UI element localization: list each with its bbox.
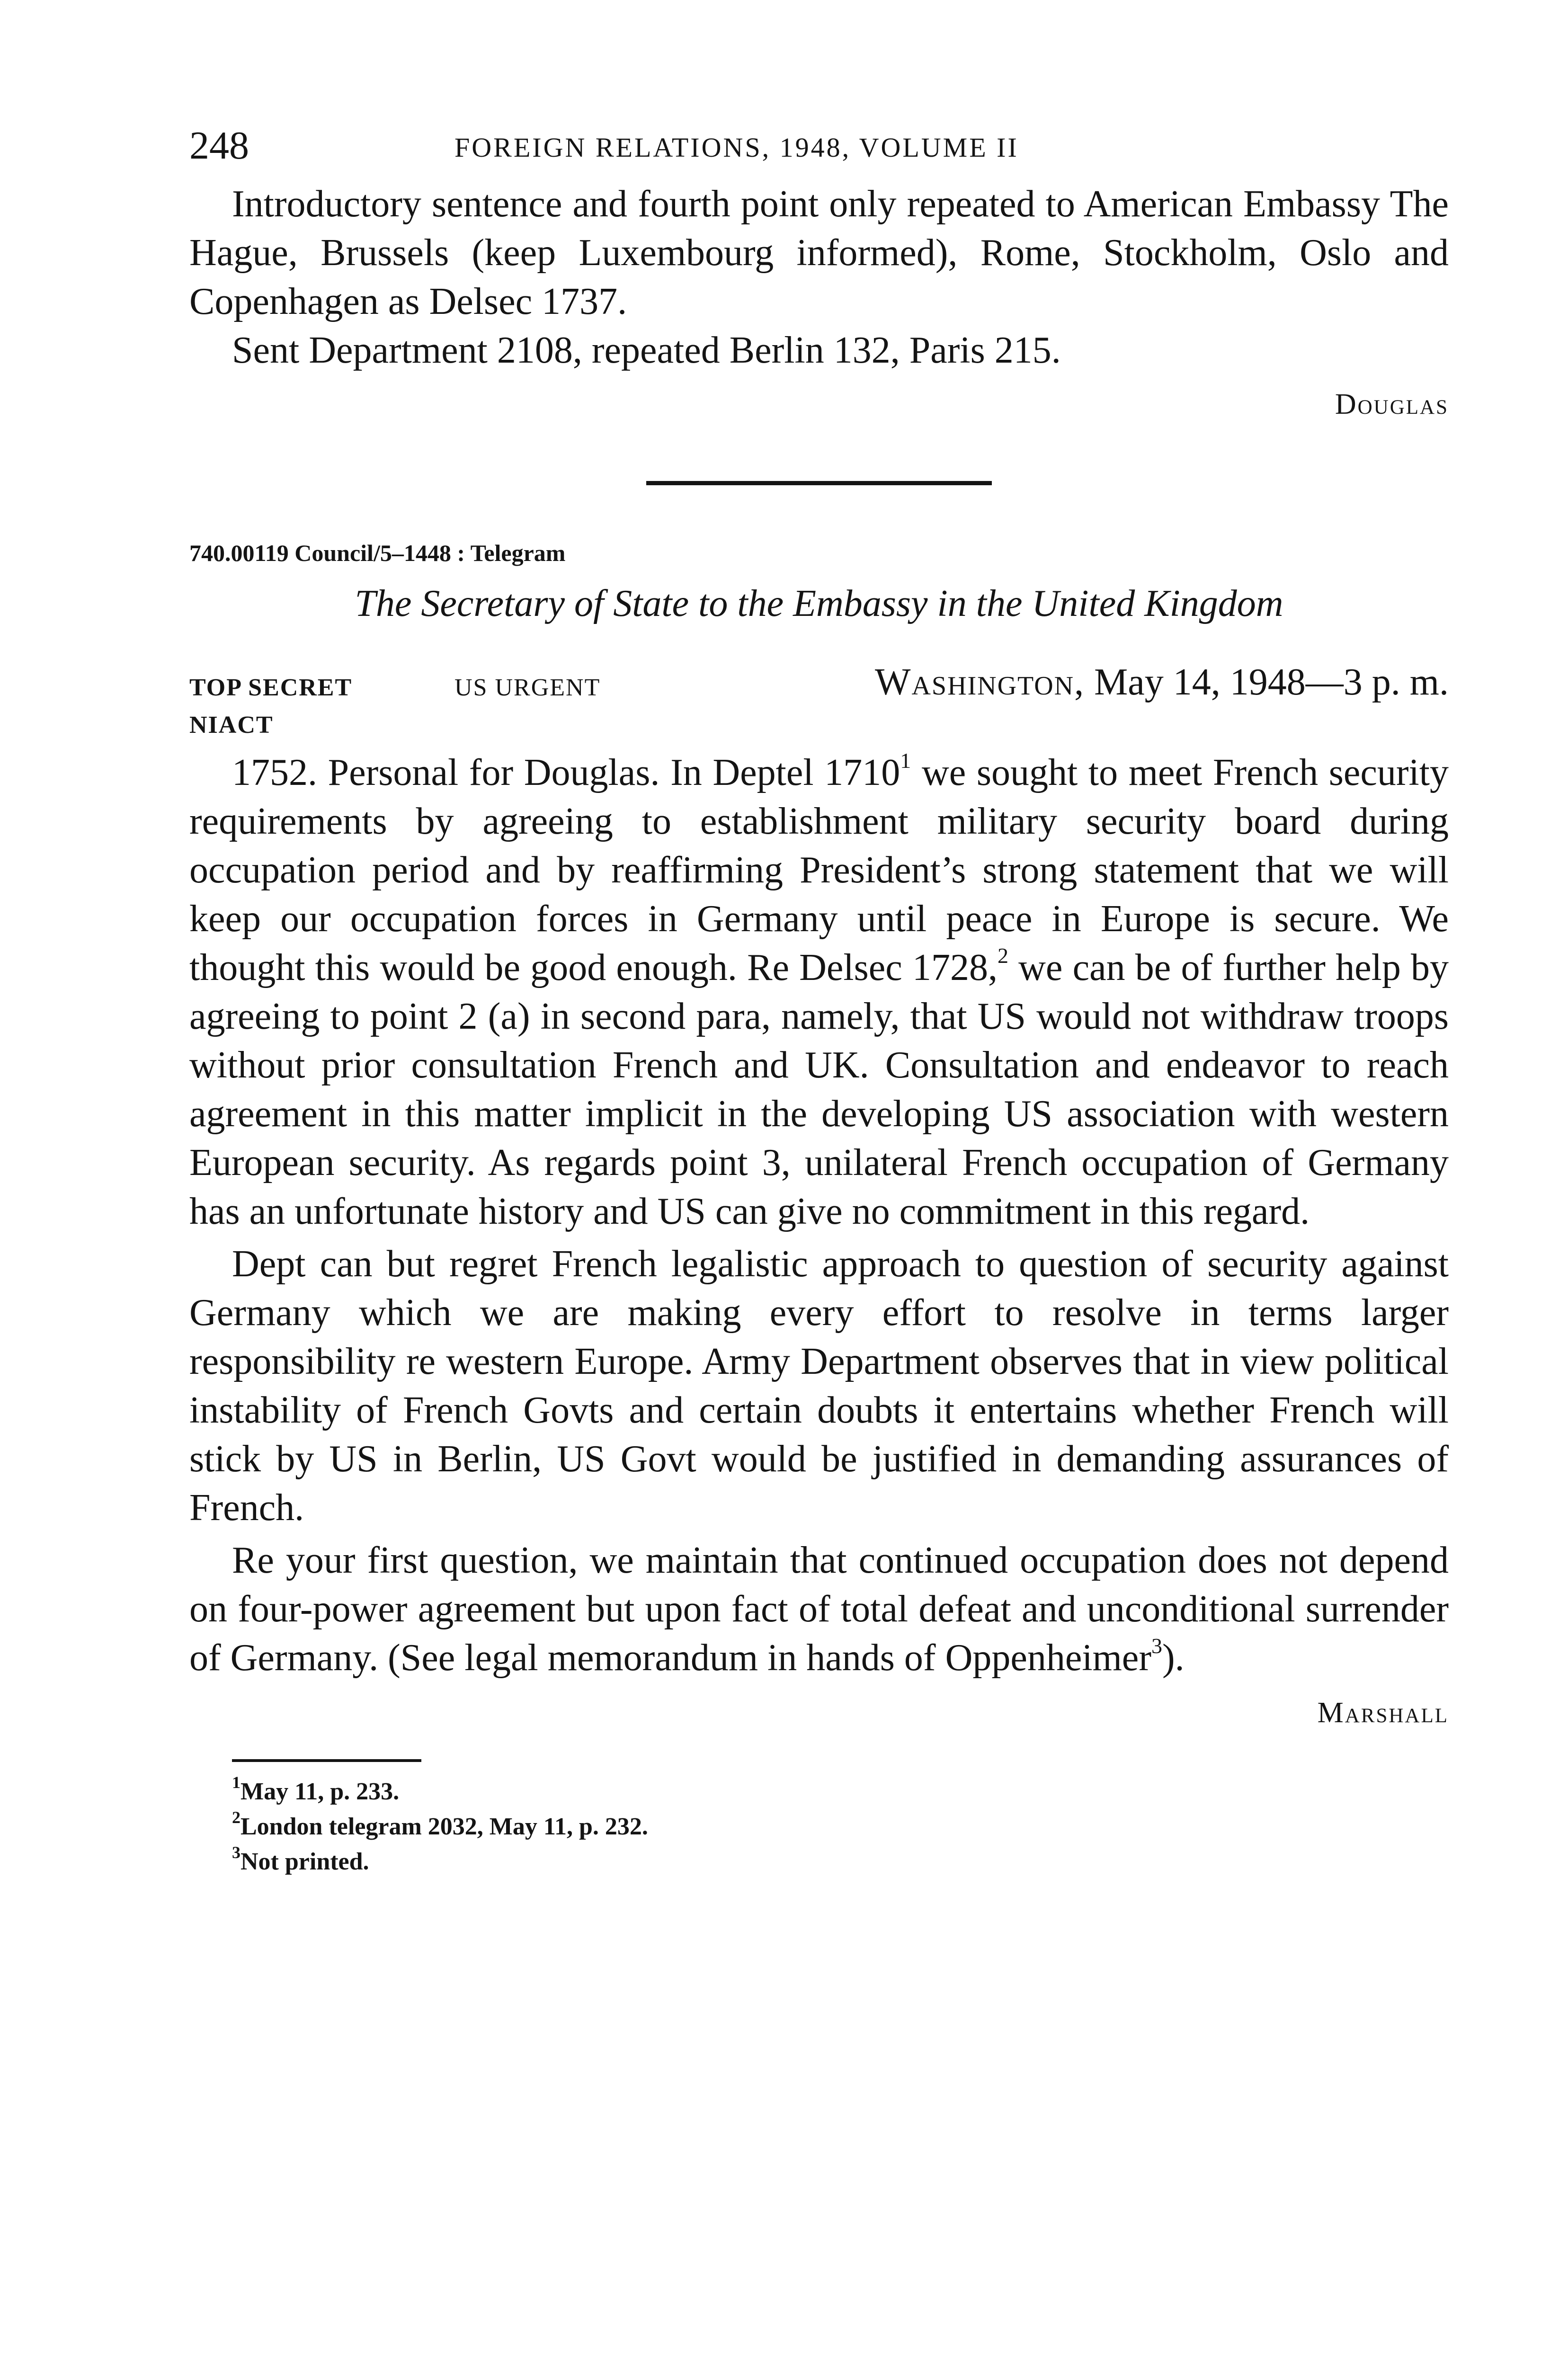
page-number: 248 <box>189 124 249 168</box>
document-title: The Secretary of State to the Embassy in the United Kingdom <box>355 583 1283 624</box>
body-text: we sought to meet French security requirements by agreeing to establishment military security board during occupation period and by reaffirming President’s strong statement that we will keep our occupation forces in Germany until peace in Europe is secure. We thought this would be good enough. Re Delsec 1728, <box>189 752 1449 988</box>
document-page <box>189 114 1449 1879</box>
body-paragraph-3 <box>189 1536 1449 1682</box>
signature-marshall: Marshall <box>1317 1697 1449 1729</box>
file-reference: 740.00119 Council/5–1448 : Telegram <box>189 540 566 566</box>
footnotes <box>232 1774 1449 1879</box>
body-text: 1752. Personal for Douglas. In Deptel 1710 <box>232 752 900 793</box>
footnote-divider <box>232 1759 421 1762</box>
footnote-marker: 1 <box>900 748 911 773</box>
dateline <box>875 658 1449 706</box>
body-paragraph-2: Dept can but regret French legalistic approach to question of security against Germany which we are making every effort to resolve in terms larger responsibility re western Europe. Army Department observes that in view political instability of French Govts and certain doubts it entertains whether French will stick by US in Berlin, US Govt would be justified in demanding assurances of French. <box>189 1243 1449 1529</box>
footnote-text: London telegram 2032, May 11, p. 232. <box>241 1813 648 1840</box>
body-paragraph-1 <box>189 748 1449 1236</box>
footnote-marker: 3 <box>1151 1634 1162 1658</box>
previous-document-tail <box>189 180 1449 428</box>
classification-label: TOP SECRET <box>189 674 353 701</box>
signature-douglas: Douglas <box>1335 388 1449 420</box>
section-divider <box>646 481 992 485</box>
telegram-body <box>189 748 1449 1682</box>
previous-paragraph: Introductory sentence and fourth point only repeated to American Embassy The Hague, Brussels (keep Luxembourg informed), Rome, Stockholm, Oslo and Copenhagen as Delsec 1737. <box>189 183 1449 322</box>
dateline-place: Washington, <box>874 661 1085 703</box>
body-text: Re your first question, we maintain that continued occupation does not depend on four-power agreement but upon fact of total defeat and unconditional surrender of Germany. (See legal memorandum in hands of Oppenheimer <box>189 1539 1449 1679</box>
footnote-number: 1 <box>232 1772 241 1792</box>
body-text: we can be of further help by agreeing to point 2 (a) in second para, namely, that US would not withdraw troops without prior consultation French and UK. Consultation and endeavor to reach agreement in this matter implicit in the developing US association with western European security. As regards point 3, unilateral French occupation of Germany has an unfortunate history and US can give no commitment in this regard. <box>189 947 1449 1232</box>
footnote-text: May 11, p. 233. <box>241 1778 400 1805</box>
body-text: ). <box>1162 1637 1185 1679</box>
footnote-number: 3 <box>232 1842 241 1862</box>
footnote <box>232 1844 1449 1879</box>
distribution-label: NIACT <box>189 712 274 739</box>
footnote-text: Not printed. <box>241 1848 369 1875</box>
footnote <box>232 1774 1449 1809</box>
footnote-marker: 2 <box>997 943 1008 968</box>
dateline-date: May 14, 1948—3 p. m. <box>1094 661 1449 703</box>
footnote <box>232 1809 1449 1844</box>
precedence-label: US URGENT <box>454 674 601 701</box>
previous-paragraph: Sent Department 2108, repeated Berlin 132, Paris 215. <box>232 329 1061 371</box>
running-head <box>189 114 1449 180</box>
running-title: FOREIGN RELATIONS, 1948, VOLUME II <box>454 132 1019 163</box>
footnote-number: 2 <box>232 1807 241 1827</box>
classification-line <box>189 658 1449 709</box>
